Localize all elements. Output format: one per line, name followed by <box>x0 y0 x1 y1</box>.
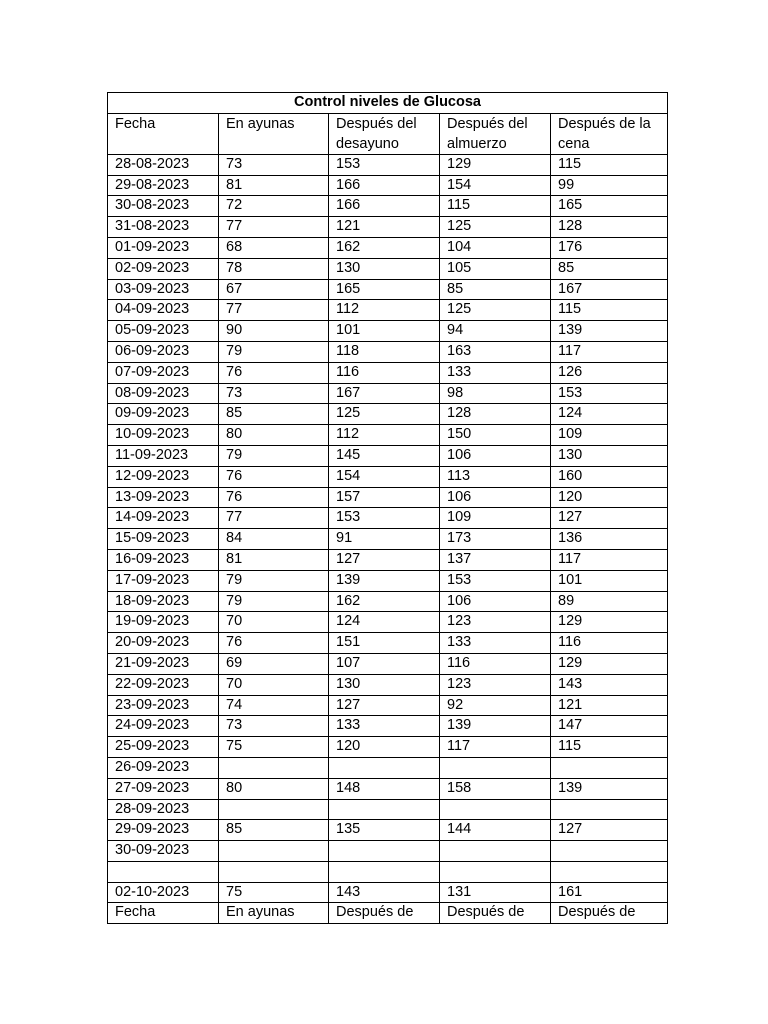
after-breakfast-cell: 139 <box>329 570 440 591</box>
header-despues-cena: Después de la cena <box>551 113 668 154</box>
after-dinner-cell: 153 <box>551 383 668 404</box>
date-cell: 28-09-2023 <box>108 799 219 820</box>
fasting-cell: 79 <box>219 445 329 466</box>
after-dinner-cell: 127 <box>551 508 668 529</box>
date-cell <box>108 861 219 882</box>
after-dinner-cell: 117 <box>551 549 668 570</box>
fasting-cell: 79 <box>219 570 329 591</box>
after-lunch-cell: 137 <box>440 549 551 570</box>
table-row <box>108 841 668 862</box>
after-breakfast-cell: 120 <box>329 737 440 758</box>
after-lunch-cell: 163 <box>440 341 551 362</box>
after-breakfast-cell: 112 <box>329 300 440 321</box>
after-lunch-cell: 153 <box>440 570 551 591</box>
table-row <box>108 674 668 695</box>
table-row <box>108 217 668 238</box>
fasting-cell: 80 <box>219 425 329 446</box>
after-breakfast-cell: 148 <box>329 778 440 799</box>
after-lunch-cell: 129 <box>440 154 551 175</box>
after-breakfast-cell <box>329 841 440 862</box>
table-row <box>108 508 668 529</box>
fasting-cell: 68 <box>219 237 329 258</box>
table-row <box>108 799 668 820</box>
table-row <box>108 258 668 279</box>
after-dinner-cell: 139 <box>551 321 668 342</box>
table-title: Control niveles de Glucosa <box>108 93 668 114</box>
table-row <box>108 861 668 882</box>
fasting-cell <box>219 799 329 820</box>
after-breakfast-cell <box>329 799 440 820</box>
after-dinner-cell: Después de <box>551 903 668 924</box>
after-dinner-cell: 128 <box>551 217 668 238</box>
table-row <box>108 300 668 321</box>
after-lunch-cell: 154 <box>440 175 551 196</box>
table-row <box>108 341 668 362</box>
after-lunch-cell: 85 <box>440 279 551 300</box>
table-row <box>108 716 668 737</box>
fasting-cell: 77 <box>219 300 329 321</box>
fasting-cell: 75 <box>219 737 329 758</box>
after-breakfast-cell: 145 <box>329 445 440 466</box>
after-dinner-cell: 117 <box>551 341 668 362</box>
after-breakfast-cell: 154 <box>329 466 440 487</box>
after-dinner-cell: 124 <box>551 404 668 425</box>
after-dinner-cell: 160 <box>551 466 668 487</box>
after-lunch-cell: 116 <box>440 653 551 674</box>
after-lunch-cell: 105 <box>440 258 551 279</box>
after-dinner-cell: 161 <box>551 882 668 903</box>
table-row <box>108 466 668 487</box>
after-dinner-cell: 129 <box>551 653 668 674</box>
after-dinner-cell: 126 <box>551 362 668 383</box>
after-lunch-cell: 117 <box>440 737 551 758</box>
table-row <box>108 820 668 841</box>
date-cell: 02-09-2023 <box>108 258 219 279</box>
fasting-cell: 77 <box>219 217 329 238</box>
after-dinner-cell: 99 <box>551 175 668 196</box>
after-lunch-cell: 113 <box>440 466 551 487</box>
date-cell: 26-09-2023 <box>108 757 219 778</box>
fasting-cell: En ayunas <box>219 903 329 924</box>
date-cell: Fecha <box>108 903 219 924</box>
after-lunch-cell: 115 <box>440 196 551 217</box>
after-breakfast-cell: 125 <box>329 404 440 425</box>
after-dinner-cell: 176 <box>551 237 668 258</box>
after-dinner-cell: 121 <box>551 695 668 716</box>
after-lunch-cell: 133 <box>440 633 551 654</box>
after-lunch-cell: 94 <box>440 321 551 342</box>
date-cell: 18-09-2023 <box>108 591 219 612</box>
date-cell: 06-09-2023 <box>108 341 219 362</box>
date-cell: 01-09-2023 <box>108 237 219 258</box>
table-row <box>108 570 668 591</box>
fasting-cell: 74 <box>219 695 329 716</box>
after-lunch-cell: 125 <box>440 217 551 238</box>
after-breakfast-cell <box>329 757 440 778</box>
glucose-table <box>107 92 668 924</box>
fasting-cell: 76 <box>219 362 329 383</box>
after-dinner-cell: 120 <box>551 487 668 508</box>
after-lunch-cell: 106 <box>440 487 551 508</box>
header-fecha: Fecha <box>108 113 219 154</box>
header-en-ayunas: En ayunas <box>219 113 329 154</box>
after-dinner-cell: 115 <box>551 300 668 321</box>
after-lunch-cell: 123 <box>440 674 551 695</box>
after-lunch-cell: 144 <box>440 820 551 841</box>
table-row <box>108 404 668 425</box>
after-lunch-cell: 173 <box>440 529 551 550</box>
after-breakfast-cell: 101 <box>329 321 440 342</box>
after-lunch-cell: 106 <box>440 445 551 466</box>
date-cell: 29-08-2023 <box>108 175 219 196</box>
date-cell: 30-09-2023 <box>108 841 219 862</box>
header-row <box>108 113 668 154</box>
fasting-cell: 85 <box>219 404 329 425</box>
date-cell: 27-09-2023 <box>108 778 219 799</box>
after-dinner-cell: 127 <box>551 820 668 841</box>
table-row <box>108 321 668 342</box>
table-row <box>108 757 668 778</box>
after-breakfast-cell: 121 <box>329 217 440 238</box>
date-cell: 23-09-2023 <box>108 695 219 716</box>
after-dinner-cell: 89 <box>551 591 668 612</box>
after-dinner-cell: 130 <box>551 445 668 466</box>
date-cell: 04-09-2023 <box>108 300 219 321</box>
fasting-cell: 79 <box>219 591 329 612</box>
date-cell: 07-09-2023 <box>108 362 219 383</box>
fasting-cell: 81 <box>219 549 329 570</box>
date-cell: 14-09-2023 <box>108 508 219 529</box>
table-row <box>108 175 668 196</box>
table-row <box>108 778 668 799</box>
after-dinner-cell <box>551 757 668 778</box>
fasting-cell: 79 <box>219 341 329 362</box>
table-row <box>108 695 668 716</box>
after-dinner-cell: 115 <box>551 737 668 758</box>
fasting-cell: 72 <box>219 196 329 217</box>
date-cell: 29-09-2023 <box>108 820 219 841</box>
after-lunch-cell: 92 <box>440 695 551 716</box>
date-cell: 30-08-2023 <box>108 196 219 217</box>
after-lunch-cell: 109 <box>440 508 551 529</box>
table-row <box>108 154 668 175</box>
date-cell: 21-09-2023 <box>108 653 219 674</box>
fasting-cell: 76 <box>219 633 329 654</box>
after-breakfast-cell <box>329 861 440 882</box>
after-breakfast-cell: 124 <box>329 612 440 633</box>
after-dinner-cell: 147 <box>551 716 668 737</box>
after-lunch-cell: 98 <box>440 383 551 404</box>
date-cell: 28-08-2023 <box>108 154 219 175</box>
after-lunch-cell <box>440 757 551 778</box>
after-dinner-cell: 85 <box>551 258 668 279</box>
table-row <box>108 612 668 633</box>
after-dinner-cell: 165 <box>551 196 668 217</box>
after-dinner-cell <box>551 861 668 882</box>
after-breakfast-cell: 157 <box>329 487 440 508</box>
after-breakfast-cell: 130 <box>329 258 440 279</box>
table-row <box>108 279 668 300</box>
date-cell: 10-09-2023 <box>108 425 219 446</box>
after-breakfast-cell: 133 <box>329 716 440 737</box>
after-lunch-cell: 106 <box>440 591 551 612</box>
after-breakfast-cell: 162 <box>329 237 440 258</box>
date-cell: 03-09-2023 <box>108 279 219 300</box>
table-row <box>108 882 668 903</box>
after-breakfast-cell: Después de <box>329 903 440 924</box>
fasting-cell: 73 <box>219 383 329 404</box>
after-breakfast-cell: 135 <box>329 820 440 841</box>
fasting-cell: 73 <box>219 154 329 175</box>
date-cell: 12-09-2023 <box>108 466 219 487</box>
after-breakfast-cell: 127 <box>329 549 440 570</box>
glucose-document <box>107 92 667 924</box>
date-cell: 25-09-2023 <box>108 737 219 758</box>
after-dinner-cell: 139 <box>551 778 668 799</box>
table-row <box>108 237 668 258</box>
fasting-cell: 76 <box>219 487 329 508</box>
table-row <box>108 383 668 404</box>
table-row <box>108 487 668 508</box>
after-lunch-cell <box>440 799 551 820</box>
table-row <box>108 529 668 550</box>
fasting-cell: 67 <box>219 279 329 300</box>
after-breakfast-cell: 130 <box>329 674 440 695</box>
table-row <box>108 737 668 758</box>
after-dinner-cell: 143 <box>551 674 668 695</box>
fasting-cell: 81 <box>219 175 329 196</box>
header-despues-almuerzo: Después del almuerzo <box>440 113 551 154</box>
table-row <box>108 633 668 654</box>
after-lunch-cell: 125 <box>440 300 551 321</box>
table-row <box>108 549 668 570</box>
date-cell: 15-09-2023 <box>108 529 219 550</box>
after-lunch-cell: 133 <box>440 362 551 383</box>
after-dinner-cell <box>551 799 668 820</box>
date-cell: 13-09-2023 <box>108 487 219 508</box>
date-cell: 24-09-2023 <box>108 716 219 737</box>
date-cell: 17-09-2023 <box>108 570 219 591</box>
fasting-cell: 75 <box>219 882 329 903</box>
fasting-cell: 76 <box>219 466 329 487</box>
after-dinner-cell: 167 <box>551 279 668 300</box>
after-breakfast-cell: 153 <box>329 508 440 529</box>
after-breakfast-cell: 162 <box>329 591 440 612</box>
after-breakfast-cell: 143 <box>329 882 440 903</box>
fasting-cell: 80 <box>219 778 329 799</box>
after-dinner-cell: 115 <box>551 154 668 175</box>
after-lunch-cell: 158 <box>440 778 551 799</box>
fasting-cell: 77 <box>219 508 329 529</box>
after-breakfast-cell: 91 <box>329 529 440 550</box>
glucose-table-body <box>108 93 668 924</box>
table-row <box>108 425 668 446</box>
fasting-cell: 70 <box>219 674 329 695</box>
table-row <box>108 653 668 674</box>
after-lunch-cell: 131 <box>440 882 551 903</box>
table-row <box>108 362 668 383</box>
after-lunch-cell: Después de <box>440 903 551 924</box>
date-cell: 20-09-2023 <box>108 633 219 654</box>
fasting-cell: 78 <box>219 258 329 279</box>
date-cell: 05-09-2023 <box>108 321 219 342</box>
after-breakfast-cell: 107 <box>329 653 440 674</box>
after-lunch-cell: 123 <box>440 612 551 633</box>
date-cell: 02-10-2023 <box>108 882 219 903</box>
fasting-cell <box>219 861 329 882</box>
after-dinner-cell: 101 <box>551 570 668 591</box>
after-breakfast-cell: 166 <box>329 196 440 217</box>
table-row <box>108 196 668 217</box>
fasting-cell: 85 <box>219 820 329 841</box>
date-cell: 31-08-2023 <box>108 217 219 238</box>
table-row <box>108 591 668 612</box>
after-lunch-cell <box>440 861 551 882</box>
after-lunch-cell <box>440 841 551 862</box>
after-dinner-cell: 109 <box>551 425 668 446</box>
after-dinner-cell: 129 <box>551 612 668 633</box>
fasting-cell <box>219 757 329 778</box>
after-lunch-cell: 128 <box>440 404 551 425</box>
after-breakfast-cell: 166 <box>329 175 440 196</box>
after-breakfast-cell: 118 <box>329 341 440 362</box>
fasting-cell: 70 <box>219 612 329 633</box>
date-cell: 09-09-2023 <box>108 404 219 425</box>
date-cell: 19-09-2023 <box>108 612 219 633</box>
date-cell: 11-09-2023 <box>108 445 219 466</box>
date-cell: 16-09-2023 <box>108 549 219 570</box>
fasting-cell: 69 <box>219 653 329 674</box>
after-dinner-cell: 136 <box>551 529 668 550</box>
header-despues-desayuno: Después del desayuno <box>329 113 440 154</box>
after-dinner-cell <box>551 841 668 862</box>
after-breakfast-cell: 127 <box>329 695 440 716</box>
table-row <box>108 445 668 466</box>
fasting-cell: 73 <box>219 716 329 737</box>
fasting-cell: 90 <box>219 321 329 342</box>
after-lunch-cell: 150 <box>440 425 551 446</box>
footer-header-row <box>108 903 668 924</box>
after-dinner-cell: 116 <box>551 633 668 654</box>
fasting-cell: 84 <box>219 529 329 550</box>
after-breakfast-cell: 153 <box>329 154 440 175</box>
after-breakfast-cell: 116 <box>329 362 440 383</box>
after-lunch-cell: 104 <box>440 237 551 258</box>
after-breakfast-cell: 112 <box>329 425 440 446</box>
after-lunch-cell: 139 <box>440 716 551 737</box>
date-cell: 08-09-2023 <box>108 383 219 404</box>
title-row <box>108 93 668 114</box>
fasting-cell <box>219 841 329 862</box>
after-breakfast-cell: 165 <box>329 279 440 300</box>
after-breakfast-cell: 151 <box>329 633 440 654</box>
after-breakfast-cell: 167 <box>329 383 440 404</box>
date-cell: 22-09-2023 <box>108 674 219 695</box>
